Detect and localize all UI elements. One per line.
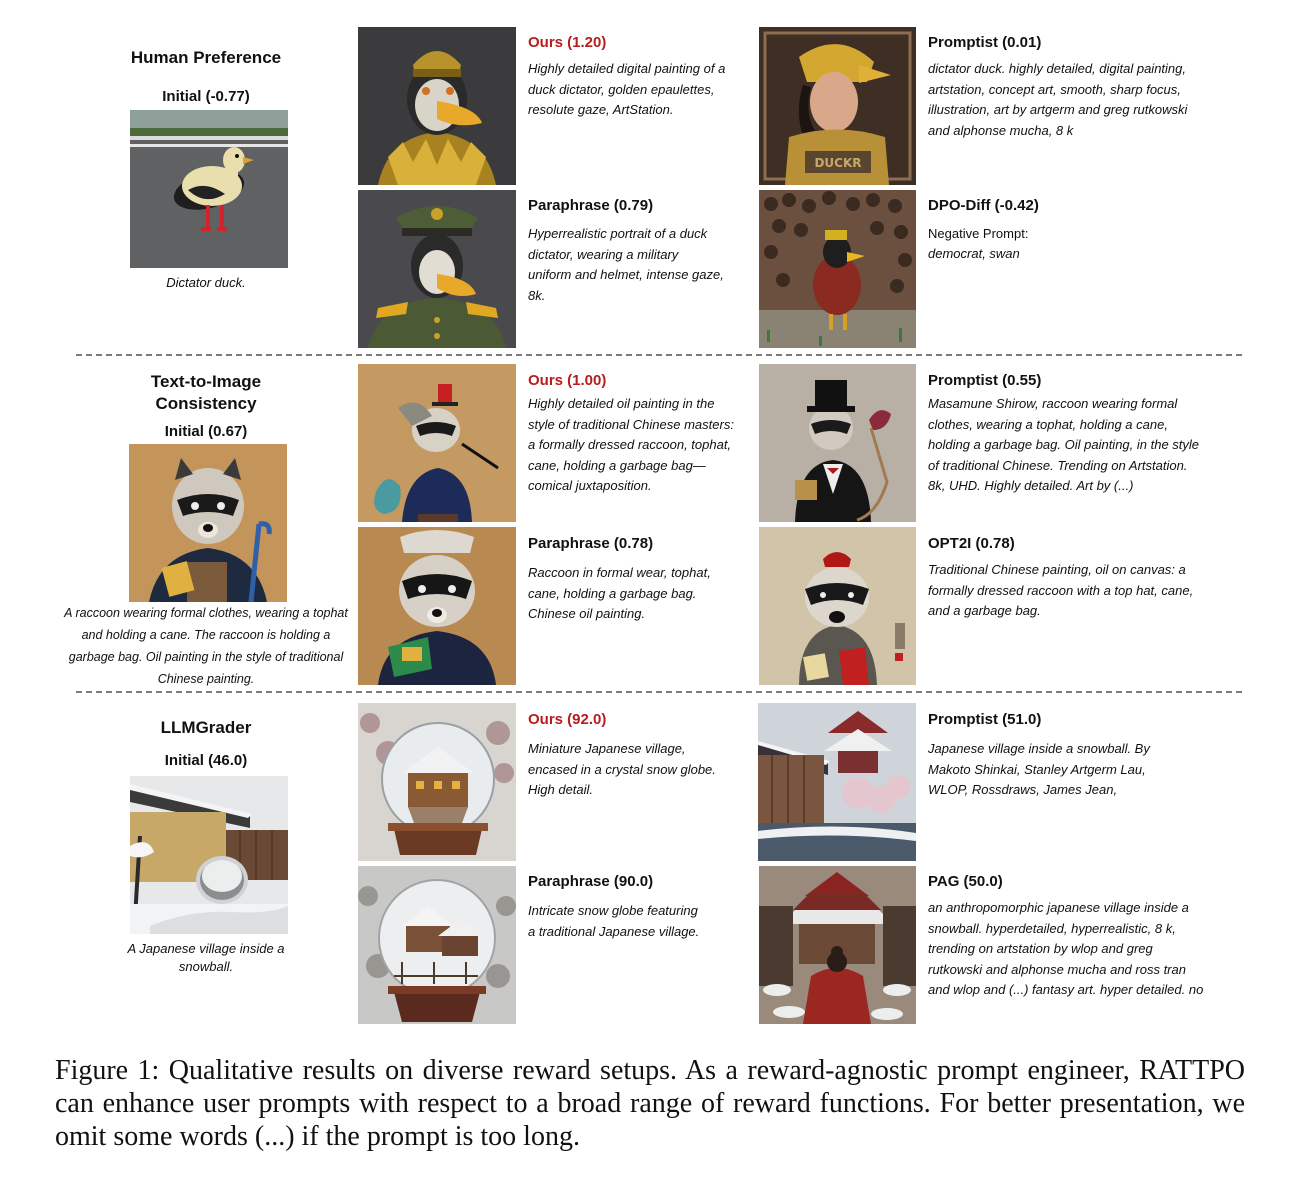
prompt-text-ours: Miniature Japanese village, encased in a crystal snow globe. High detail. xyxy=(528,741,716,797)
method-label-paraphrase: Paraphrase (0.78) xyxy=(528,535,654,552)
prompt-text-promptist: dictator duck. highly detailed, digital painting, artstation, concept art, smooth, sharp focus, illustration, art by artgerm and greg rutkowski and alphonse mucha, 8 k xyxy=(928,61,1188,138)
image-opt2i-raccoon xyxy=(759,527,916,685)
svg-text:DUCKR: DUCKR xyxy=(814,156,862,170)
prompt-text-promptist: Masamune Shirow, raccoon wearing formal clothes, wearing a tophat, holding a cane, holding a garbage bag. Oil painting, in the style of traditional Chinese. Trending on Artstation. 8k, UHD. Highly detailed. Art by (...) xyxy=(928,396,1200,493)
negative-prompt-heading: Negative Prompt: xyxy=(928,226,1029,241)
figure-caption: Figure 1: Qualitative results on diverse reward setups. As a reward-agnostic prompt engineer, RATTPO can enhance user prompts with respect to a broad range of reward functions. For better presentation, we omit some words (...) if the prompt is too long. xyxy=(55,1055,1245,1152)
prompt-text-pag: an anthropomorphic japanese village inside a snowball. hyperdetailed, hyperrealistic, 8 k, trending on artstation by wlop and greg rutkowski and alphonse mucha and ross tran and wlop and (...) fantasy art. hyper detailed. no xyxy=(928,900,1204,997)
method-label-dpo-diff: DPO-Diff (-0.42) xyxy=(928,197,1039,214)
image-promptist-village xyxy=(758,703,916,861)
image-promptist-raccoon xyxy=(759,364,916,522)
method-label-paraphrase: Paraphrase (90.0) xyxy=(528,873,654,890)
method-label-pag: PAG (50.0) xyxy=(928,873,1003,890)
image-ours-duck xyxy=(358,27,516,185)
method-label-promptist: Promptist (0.01) xyxy=(928,34,1042,51)
method-label-promptist: Promptist (51.0) xyxy=(928,711,1042,728)
image-paraphrase-raccoon xyxy=(358,527,516,685)
row-separator xyxy=(76,691,1242,693)
prompt-text-paraphrase: Intricate snow globe featuring a traditional Japanese village. xyxy=(528,903,700,939)
prompt-text-ours: Highly detailed oil painting in the style of traditional Chinese masters: a formally dressed raccoon, tophat, cane, holding a garbage bag— comical juxtaposition. xyxy=(528,396,734,493)
row-title-text-to-image-line1: Text-to-Image xyxy=(150,372,262,391)
initial-score-label: Initial (-0.77) xyxy=(162,88,250,105)
method-label-promptist: Promptist (0.55) xyxy=(928,372,1042,389)
initial-image-duck xyxy=(130,110,288,268)
method-label-paraphrase: Paraphrase (0.79) xyxy=(528,197,654,214)
initial-score-label: Initial (0.67) xyxy=(164,423,248,440)
image-paraphrase-duck xyxy=(358,190,516,348)
initial-image-raccoon xyxy=(129,444,287,602)
method-label-ours: Ours (92.0) xyxy=(528,711,607,728)
prompt-text-ours: Highly detailed digital painting of a duck dictator, golden epaulettes, resolute gaze, ArtStation. xyxy=(528,61,726,117)
image-ours-snow-globe xyxy=(358,703,516,861)
prompt-text-dpo-diff: democrat, swan xyxy=(928,246,1020,261)
initial-score-label: Initial (46.0) xyxy=(164,752,248,769)
row-title-human-preference: Human Preference xyxy=(130,48,282,67)
image-pag-village xyxy=(759,866,916,1024)
row-title-text-to-image-line2: Consistency xyxy=(155,394,257,413)
method-label-ours: Ours (1.00) xyxy=(528,372,607,389)
image-ours-raccoon xyxy=(358,364,516,522)
row-title-llmgrader: LLMGrader xyxy=(160,718,252,737)
prompt-text-paraphrase: Raccoon in formal wear, tophat, cane, holding a garbage bag. Chinese oil painting. xyxy=(528,565,711,621)
row-separator xyxy=(76,354,1242,356)
image-promptist-duck xyxy=(759,27,916,185)
method-label-opt2i: OPT2I (0.78) xyxy=(928,535,1015,552)
original-prompt: A raccoon wearing formal clothes, wearing a tophat and holding a cane. The raccoon is holding a garbage bag. Oil painting in the style of traditional Chinese painting. xyxy=(64,606,348,686)
prompt-text-promptist: Japanese village inside a snowball. By Makoto Shinkai, Stanley Artgerm Lau, WLOP, Rossdraws, James Jean, xyxy=(928,741,1150,797)
image-paraphrase-snow-globe xyxy=(358,866,516,1024)
image-dpo-diff-duck xyxy=(759,190,916,348)
original-prompt: A Japanese village inside a snowball. xyxy=(127,941,285,974)
original-prompt: Dictator duck. xyxy=(166,275,246,290)
prompt-text-paraphrase: Hyperrealistic portrait of a duck dictator, wearing a military uniform and helmet, intense gaze, 8k. xyxy=(528,226,724,303)
initial-image-village xyxy=(130,776,288,934)
method-label-ours: Ours (1.20) xyxy=(528,34,607,51)
prompt-text-opt2i: Traditional Chinese painting, oil on canvas: a formally dressed raccoon with a top hat, cane, and a garbage bag. xyxy=(928,562,1194,618)
